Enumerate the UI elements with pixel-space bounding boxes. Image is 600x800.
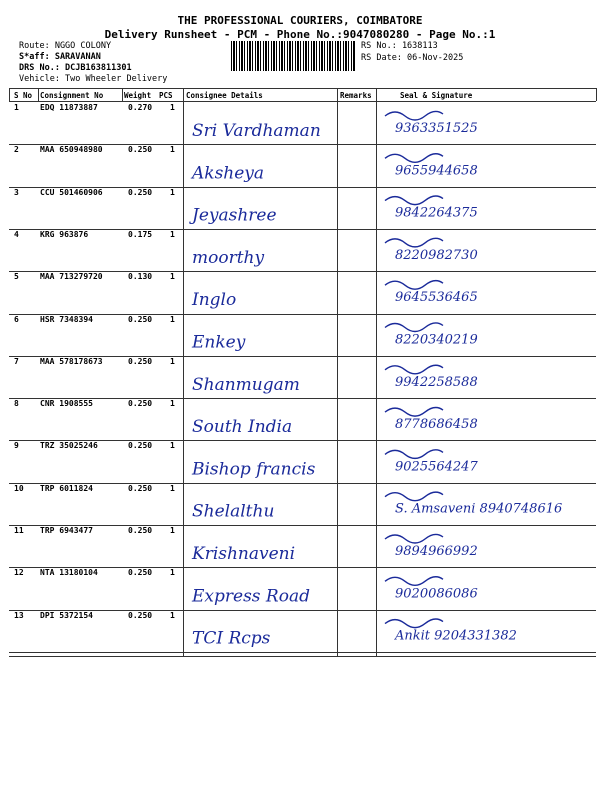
cell-sno: 7 (14, 356, 19, 366)
signature-phone-handwritten: 9942258588 (395, 374, 478, 390)
cell-sno: 5 (14, 272, 19, 282)
header-col-divider (38, 88, 39, 101)
cell-sno: 2 (14, 145, 19, 155)
header-col-divider (183, 88, 184, 101)
consignee-handwritten: Express Road (192, 586, 310, 607)
row-divider (9, 483, 596, 484)
cell-weight: 0.250 (128, 441, 153, 451)
col-pcs-header: PCS (159, 91, 173, 100)
signature-scribble (385, 281, 443, 290)
cell-pcs: 1 (170, 103, 175, 112)
cell-weight: 0.250 (128, 314, 153, 324)
row-divider (9, 610, 596, 611)
rs-date: RS Date: 06-Nov-2025 (361, 53, 464, 63)
cell-consignment: HSR 7348394 (40, 314, 93, 324)
consignee-handwritten: Shelalthu (192, 501, 275, 522)
col-divider (183, 101, 184, 656)
cell-pcs: 1 (170, 568, 175, 578)
route-label: Route: NGGO COLONY (19, 41, 112, 51)
cell-weight: 0.250 (128, 399, 153, 409)
cell-weight: 0.250 (128, 526, 153, 535)
cell-sno: 1 (14, 103, 19, 112)
signature-scribble (385, 577, 443, 586)
cell-consignment: DPI 5372154 (40, 610, 93, 620)
consignee-handwritten: Shanmugam (192, 374, 300, 395)
cell-consignment: TRP 6943477 (40, 526, 93, 535)
cell-consignment: TRP 6011824 (40, 483, 93, 493)
cell-weight: 0.250 (128, 483, 153, 493)
cell-consignment: TRZ 35025246 (40, 441, 98, 451)
signature-phone-handwritten: 9655944658 (395, 163, 478, 179)
header-col-divider (122, 88, 123, 101)
header-divider (9, 101, 596, 102)
signature-phone-handwritten: 9363351525 (395, 121, 478, 136)
cell-consignment: MAA 578178673 (40, 356, 103, 366)
cell-sno: 10 (14, 483, 24, 493)
signature-phone-handwritten: Ankit 9204331382 (395, 628, 517, 644)
signature-phone-handwritten: 8220982730 (395, 247, 478, 263)
page-title: THE PROFESSIONAL COURIERS, COIMBATORE (177, 14, 423, 27)
cell-pcs: 1 (170, 229, 175, 239)
signature-phone-handwritten: 8778686458 (395, 417, 478, 433)
consignee-handwritten: Inglo (192, 290, 237, 311)
signature-scribble (385, 619, 443, 628)
cell-weight: 0.250 (128, 187, 153, 197)
signature-scribble (385, 365, 443, 374)
signature-phone-handwritten: 9842264375 (395, 205, 478, 221)
cell-weight: 0.250 (128, 356, 153, 366)
col-divider (376, 101, 377, 656)
signature-scribble (385, 492, 443, 501)
signature-phone-handwritten: 9025564247 (395, 459, 478, 475)
cell-consignment: KRG 963876 (40, 229, 89, 239)
signature-phone-handwritten: 9645536465 (395, 290, 478, 306)
cell-consignment: CCU 501460906 (40, 187, 103, 197)
signature-scribble (385, 238, 443, 247)
cell-weight: 0.270 (128, 103, 153, 112)
table-bottom-border (9, 656, 596, 657)
cell-consignment: EDQ 11873887 (40, 103, 98, 112)
rs-number: RS No.: 1638113 (361, 41, 438, 51)
cell-sno: 11 (14, 526, 24, 535)
cell-consignment: CNR 1908555 (40, 399, 93, 409)
consignee-handwritten: Enkey (192, 332, 246, 353)
vehicle-label: Vehicle: Two Wheeler Delivery (19, 74, 168, 84)
cell-pcs: 1 (170, 314, 175, 324)
cell-pcs: 1 (170, 441, 175, 451)
cell-consignment: NTA 13180104 (40, 568, 98, 578)
consignee-handwritten: Krishnaveni (192, 544, 296, 564)
row-divider (9, 652, 596, 653)
signature-scribble (385, 323, 443, 332)
cell-pcs: 1 (170, 272, 175, 282)
consignee-handwritten: Sri Vardhaman (192, 121, 321, 141)
signature-scribble (385, 534, 443, 543)
cell-sno: 9 (14, 441, 19, 451)
col-consignment-header: Consignment No (40, 91, 104, 100)
cell-pcs: 1 (170, 399, 175, 409)
signature-scribble (385, 450, 443, 459)
cell-pcs: 1 (170, 145, 175, 155)
cell-weight: 0.250 (128, 568, 153, 578)
table-top-border (9, 88, 596, 89)
row-divider (9, 314, 596, 315)
cell-pcs: 1 (170, 187, 175, 197)
col-divider (337, 101, 338, 656)
col-weight-header: Weight (124, 91, 152, 100)
consignee-handwritten: moorthy (192, 247, 265, 268)
header-col-divider (596, 88, 597, 101)
consignee-handwritten: Bishop francis (192, 459, 316, 480)
cell-weight: 0.250 (128, 610, 153, 620)
header-col-divider (337, 88, 338, 101)
signature-phone-handwritten: S. Amsaveni 8940748616 (395, 501, 563, 517)
col-sno-header: S No (14, 91, 33, 100)
cell-weight: 0.130 (128, 272, 153, 282)
signature-phone-handwritten: 8220340219 (395, 332, 478, 348)
cell-pcs: 1 (170, 526, 175, 535)
row-divider (9, 229, 596, 230)
consignee-handwritten: South India (192, 417, 293, 438)
cell-pcs: 1 (170, 610, 175, 620)
consignee-handwritten: TCI Rcps (192, 628, 271, 649)
cell-weight: 0.175 (128, 229, 153, 239)
cell-sno: 13 (14, 610, 24, 620)
signature-phone-handwritten: 9894966992 (395, 544, 478, 559)
cell-consignment: MAA 650948980 (40, 145, 103, 155)
consignee-handwritten: Aksheya (192, 163, 265, 184)
signature-scribble (385, 196, 443, 205)
col-consignee-header: Consignee Details (186, 91, 263, 100)
header-col-divider (9, 88, 10, 101)
page-subtitle: Delivery Runsheet - PCM - Phone No.:9047080280 - Page No.:1 (104, 28, 496, 41)
signature-scribble (385, 154, 443, 163)
drs-label: DRS No.: DCJB163811301 (19, 63, 132, 73)
cell-sno: 6 (14, 314, 19, 324)
col-seal-header: Seal & Signature (400, 91, 473, 100)
header-col-divider (376, 88, 377, 101)
staff-label: S*aff: SARAVANAN (19, 52, 101, 62)
cell-consignment: MAA 713279720 (40, 272, 103, 282)
cell-pcs: 1 (170, 356, 175, 366)
cell-pcs: 1 (170, 483, 175, 493)
consignee-handwritten: Jeyashree (192, 205, 277, 226)
signature-scribble (385, 408, 443, 417)
cell-sno: 4 (14, 229, 19, 239)
row-divider (9, 398, 596, 399)
cell-sno: 3 (14, 187, 19, 197)
cell-sno: 12 (14, 568, 24, 578)
col-remarks-header: Remarks (340, 91, 372, 100)
signature-phone-handwritten: 9020086086 (395, 586, 478, 602)
cell-weight: 0.250 (128, 145, 153, 155)
cell-sno: 8 (14, 399, 19, 409)
row-divider (9, 525, 596, 526)
signature-scribble (385, 111, 443, 120)
